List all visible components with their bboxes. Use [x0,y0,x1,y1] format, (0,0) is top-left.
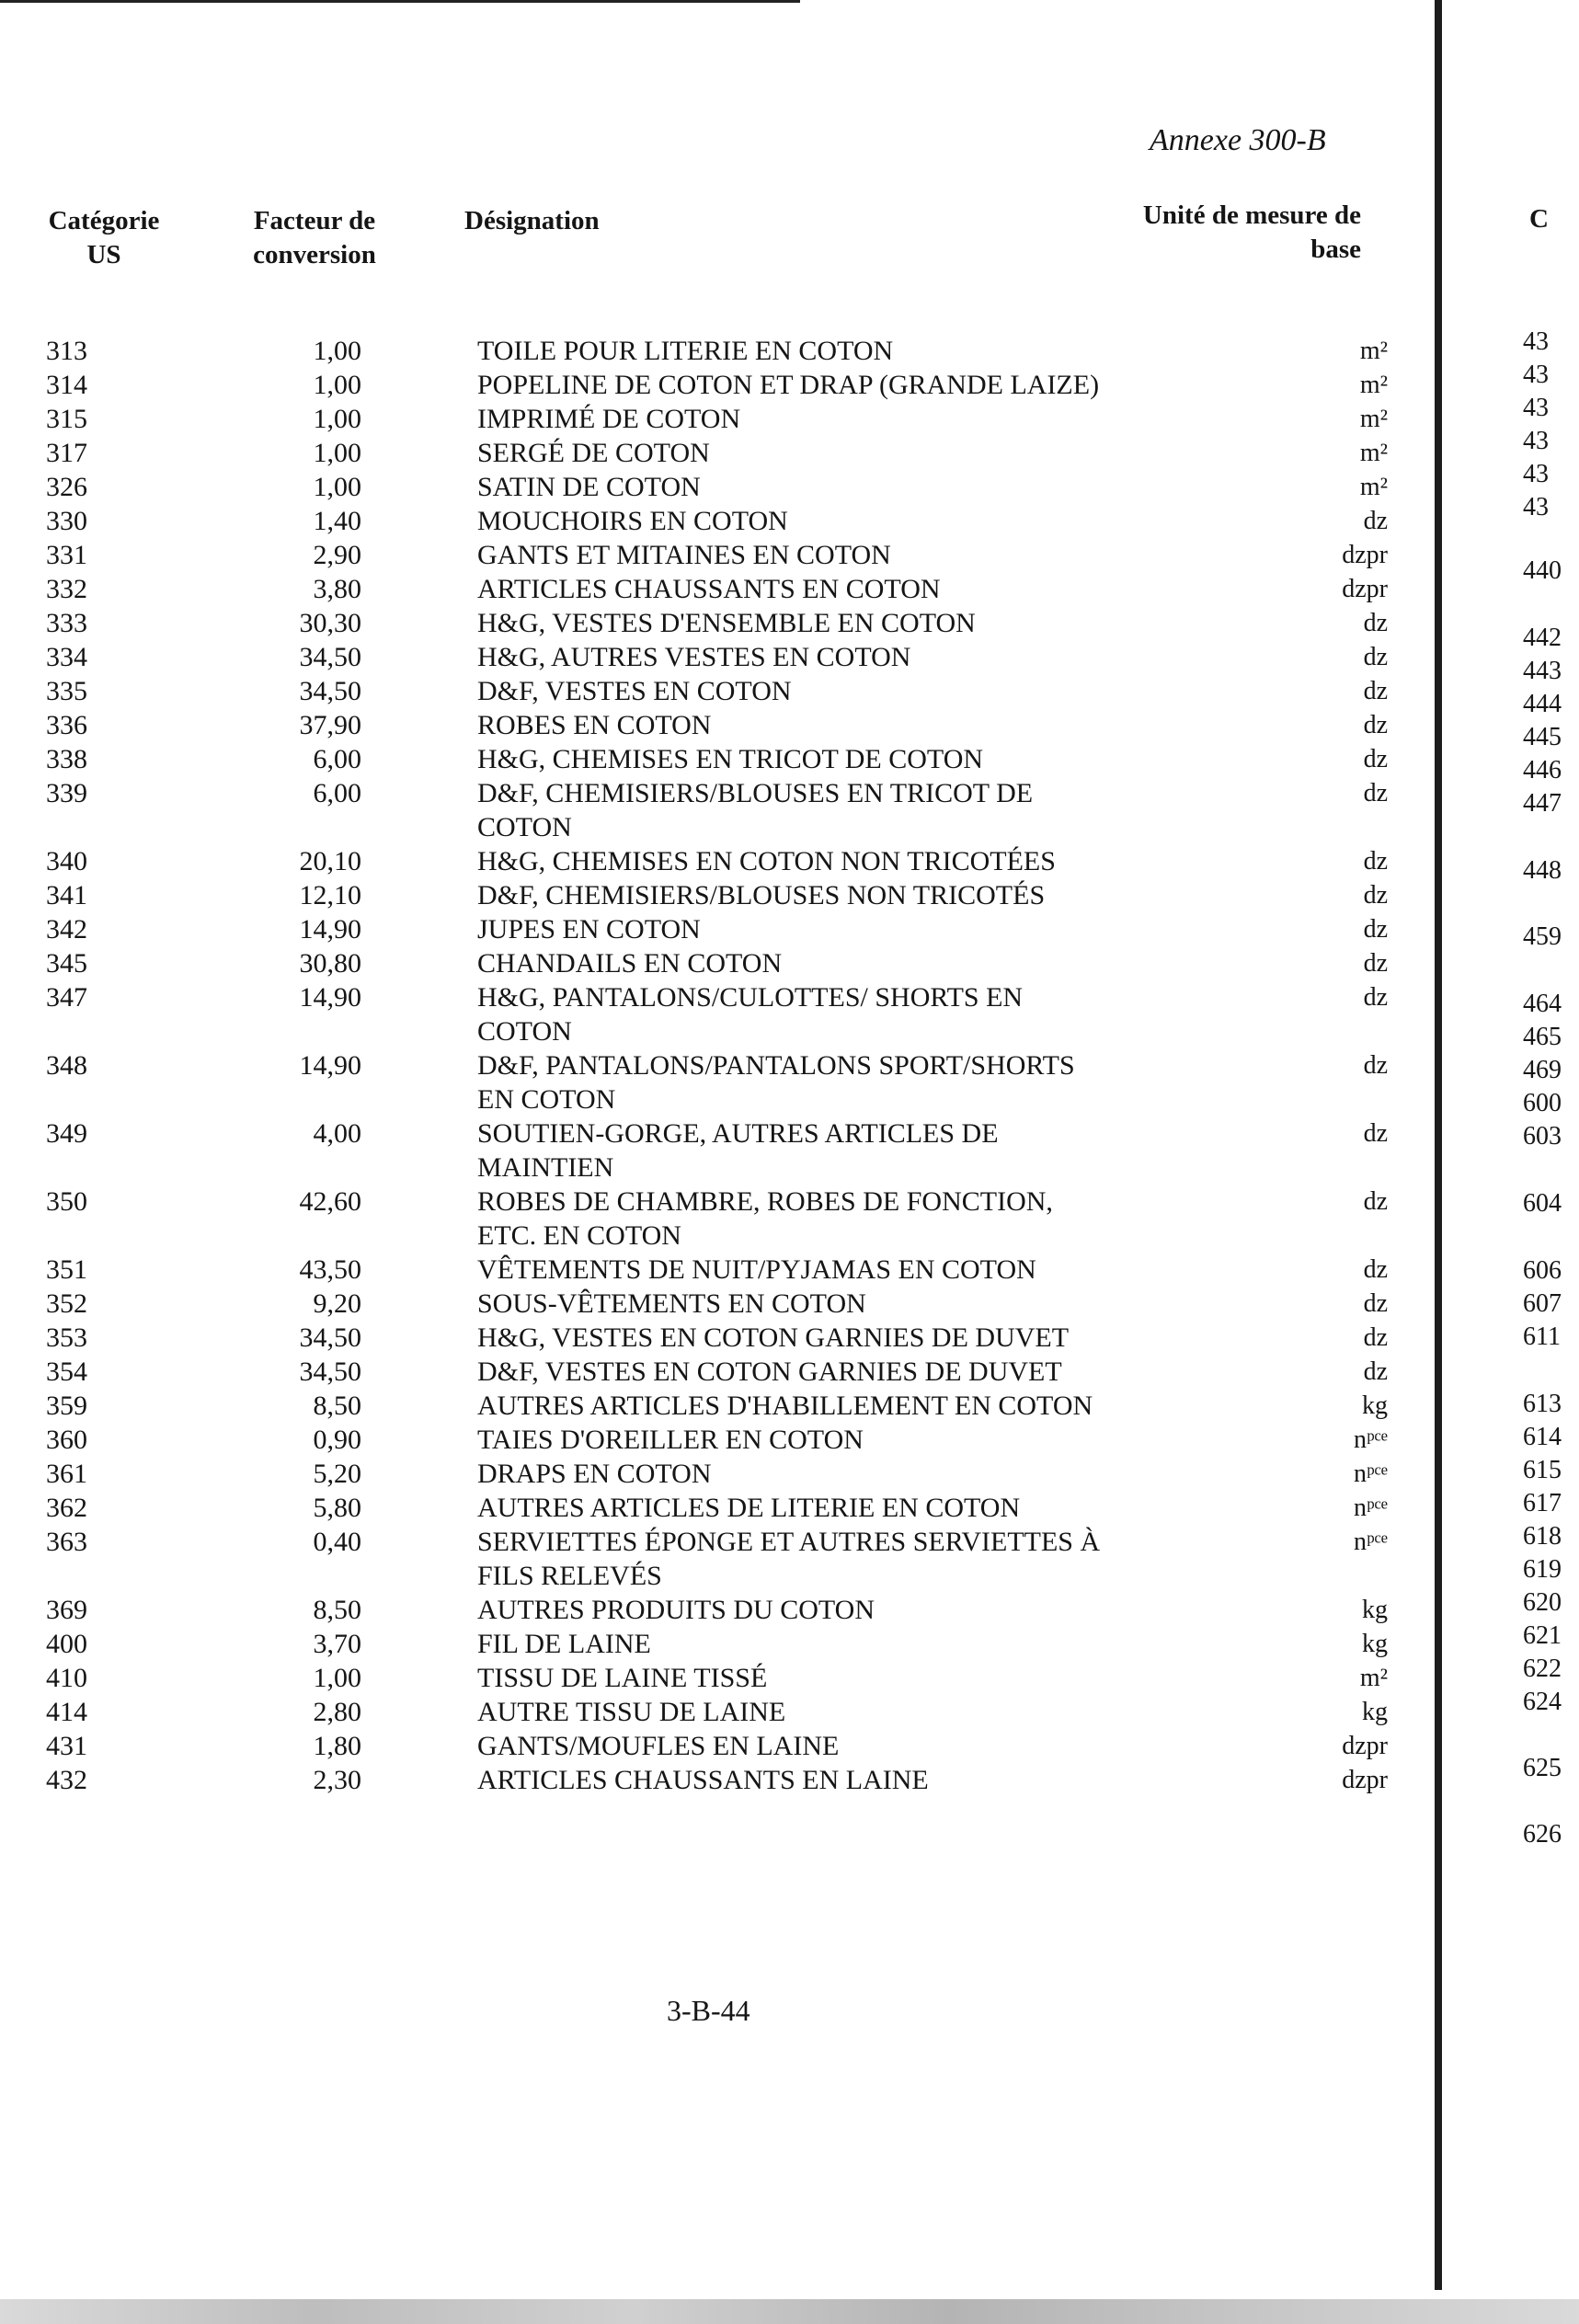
category-cell: 349 [46,1118,87,1149]
next-page-code: 603 [1523,1122,1562,1151]
table-row [0,776,1453,844]
next-page-code: 620 [1523,1588,1562,1617]
unit-cell: nᵖᶜᵉ [1353,1528,1388,1556]
unit-cell: dz [1363,677,1388,705]
category-cell: 326 [46,472,87,502]
factor-cell: 34,50 [299,642,361,672]
factor-cell: 42,60 [299,1186,361,1217]
table-row [0,606,1453,640]
table-row [0,1116,1453,1185]
unit-cell: dz [1363,847,1388,876]
unit-cell: kg [1362,1630,1388,1658]
category-cell: 352 [46,1288,87,1319]
page-number: 3-B-44 [667,1994,750,2027]
factor-cell: 43,50 [299,1254,361,1285]
next-page-code: 445 [1523,723,1562,751]
factor-cell: 20,10 [299,846,361,876]
next-page-code: 447 [1523,789,1562,818]
next-page-code: 440 [1523,556,1562,585]
factor-cell: 1,00 [313,1663,361,1693]
unit-cell: dz [1363,881,1388,910]
designation-cell: DRAPS EN COTON [477,1459,712,1489]
table-row [0,946,1453,980]
factor-cell: 0,40 [313,1527,361,1557]
factor-cell: 3,80 [313,574,361,604]
factor-cell: 37,90 [299,710,361,740]
table-row [0,1253,1453,1287]
factor-cell: 1,40 [313,506,361,536]
table-row [0,844,1453,878]
unit-cell: dz [1363,1051,1388,1080]
table-row [0,1695,1453,1729]
table-row [0,674,1453,708]
designation-cell: SOUTIEN-GORGE, AUTRES ARTICLES DE MAINTIEN [477,1118,999,1183]
designation-cell: H&G, PANTALONS/CULOTTES/ SHORTS EN COTON [477,982,1024,1047]
next-page-edge [1442,0,1579,2324]
designation-cell: IMPRIMÉ DE COTON [477,404,741,434]
next-page-code: 617 [1523,1489,1562,1517]
factor-cell: 14,90 [299,982,361,1013]
factor-cell: 6,00 [313,744,361,774]
page-binding [1435,0,1442,2290]
designation-cell: JUPES EN COTON [477,914,701,944]
unit-cell: m² [1359,371,1388,399]
factor-cell: 8,50 [313,1391,361,1421]
next-page-code: 600 [1523,1089,1562,1117]
unit-cell: m² [1359,1664,1388,1692]
factor-cell: 14,90 [299,914,361,944]
designation-cell: AUTRES PRODUITS DU COTON [477,1595,875,1625]
designation-cell: SATIN DE COTON [477,472,701,502]
category-cell: 431 [46,1731,87,1761]
designation-cell: TAIES D'OREILLER EN COTON [477,1425,864,1455]
factor-cell: 1,80 [313,1731,361,1761]
next-page-code: 626 [1523,1820,1562,1849]
next-page-code: 444 [1523,690,1562,718]
unit-cell: dz [1363,949,1388,978]
factor-cell: 2,90 [313,540,361,570]
factor-cell: 30,30 [299,608,361,638]
factor-cell: 6,00 [313,778,361,808]
factor-cell: 2,80 [313,1697,361,1727]
unit-cell: kg [1362,1596,1388,1624]
table-row [0,912,1453,946]
unit-cell: nᵖᶜᵉ [1353,1460,1388,1488]
designation-cell: CHANDAILS EN COTON [477,948,783,979]
unit-cell: m² [1359,473,1388,501]
unit-cell: m² [1359,439,1388,467]
category-cell: 361 [46,1459,87,1489]
category-cell: 359 [46,1391,87,1421]
factor-cell: 2,30 [313,1765,361,1795]
next-page-code: 459 [1523,922,1562,951]
table-row [0,538,1453,572]
header-factor: Facteur de conversion [253,206,376,269]
factor-cell: 4,00 [313,1118,361,1149]
category-cell: 336 [46,710,87,740]
next-page-code: 43 [1523,394,1549,422]
unit-cell: dzpr [1342,575,1388,603]
unit-cell: m² [1359,337,1388,365]
table-row [0,1321,1453,1355]
designation-cell: D&F, PANTALONS/PANTALONS SPORT/SHORTS EN COTON [477,1050,1075,1115]
factor-cell: 5,20 [313,1459,361,1489]
unit-cell: dz [1363,1323,1388,1352]
table-row [0,1287,1453,1321]
designation-cell: AUTRES ARTICLES DE LITERIE EN COTON [477,1493,1021,1523]
table-row [0,742,1453,776]
factor-cell: 5,80 [313,1493,361,1523]
category-cell: 342 [46,914,87,944]
category-cell: 414 [46,1697,87,1727]
factor-cell: 14,90 [299,1050,361,1081]
unit-cell: dz [1363,1357,1388,1386]
table-row [0,640,1453,674]
designation-cell: GANTS/MOUFLES EN LAINE [477,1731,840,1761]
category-cell: 351 [46,1254,87,1285]
table-row [0,368,1453,402]
next-page-code: 469 [1523,1056,1562,1084]
unit-cell: dz [1363,643,1388,671]
unit-cell: dz [1363,1187,1388,1216]
designation-cell: ARTICLES CHAUSSANTS EN LAINE [477,1765,929,1795]
designation-cell: VÊTEMENTS DE NUIT/PYJAMAS EN COTON [477,1254,1036,1285]
category-cell: 354 [46,1357,87,1387]
designation-cell: ROBES EN COTON [477,710,712,740]
next-page-code: 43 [1523,427,1549,455]
factor-cell: 1,00 [313,404,361,434]
designation-cell: MOUCHOIRS EN COTON [477,506,788,536]
category-cell: 334 [46,642,87,672]
next-page-code: 611 [1523,1322,1561,1351]
factor-cell: 12,10 [299,880,361,910]
table-row [0,1491,1453,1525]
unit-cell: dz [1363,745,1388,773]
unit-cell: dz [1363,983,1388,1012]
designation-cell: ARTICLES CHAUSSANTS EN COTON [477,574,941,604]
next-page-code: 622 [1523,1654,1562,1683]
top-rule [0,0,800,3]
designation-cell: D&F, VESTES EN COTON [477,676,792,706]
next-page-header: C [1529,204,1549,234]
table-row [0,334,1453,368]
category-cell: 333 [46,608,87,638]
table-row [0,1185,1453,1253]
table-row [0,1661,1453,1695]
category-cell: 369 [46,1595,87,1625]
category-cell: 340 [46,846,87,876]
category-cell: 338 [46,744,87,774]
factor-cell: 0,90 [313,1425,361,1455]
unit-cell: dzpr [1342,1732,1388,1760]
unit-cell: dz [1363,507,1388,535]
next-page-code: 43 [1523,327,1549,356]
factor-cell: 1,00 [313,472,361,502]
table-row [0,402,1453,436]
category-cell: 353 [46,1322,87,1353]
unit-cell: dz [1363,779,1388,807]
unit-cell: dz [1363,1119,1388,1148]
factor-cell: 8,50 [313,1595,361,1625]
table-row [0,436,1453,470]
designation-cell: SERGÉ DE COTON [477,438,710,468]
next-page-code: 43 [1523,493,1549,521]
next-page-code: 442 [1523,624,1562,652]
next-page-code: 465 [1523,1023,1562,1051]
category-cell: 347 [46,982,87,1013]
category-cell: 345 [46,948,87,979]
designation-cell: H&G, VESTES D'ENSEMBLE EN COTON [477,608,976,638]
category-cell: 331 [46,540,87,570]
category-cell: 362 [46,1493,87,1523]
designation-cell: AUTRE TISSU DE LAINE [477,1697,786,1727]
table-row [0,1423,1453,1457]
factor-cell: 3,70 [313,1629,361,1659]
designation-cell: FIL DE LAINE [477,1629,651,1659]
category-cell: 335 [46,676,87,706]
category-cell: 315 [46,404,87,434]
designation-cell: POPELINE DE COTON ET DRAP (GRANDE LAIZE) [477,370,1100,400]
factor-cell: 30,80 [299,948,361,979]
designation-cell: TISSU DE LAINE TISSÉ [477,1663,768,1693]
next-page-code: 604 [1523,1189,1562,1218]
category-cell: 432 [46,1765,87,1795]
category-cell: 410 [46,1663,87,1693]
table-row [0,1389,1453,1423]
unit-cell: dzpr [1342,1766,1388,1794]
designation-cell: H&G, VESTES EN COTON GARNIES DE DUVET [477,1322,1070,1353]
designation-cell: D&F, VESTES EN COTON GARNIES DE DUVET [477,1357,1062,1387]
factor-cell: 34,50 [299,1322,361,1353]
next-page-code: 606 [1523,1256,1562,1285]
next-page-code: 615 [1523,1456,1562,1484]
next-page-code: 614 [1523,1423,1562,1451]
unit-cell: dz [1363,609,1388,637]
category-cell: 350 [46,1186,87,1217]
next-page-code: 43 [1523,361,1549,389]
unit-cell: dzpr [1342,541,1388,569]
next-page-code: 624 [1523,1688,1562,1716]
unit-cell: kg [1362,1391,1388,1420]
next-page-code: 618 [1523,1522,1562,1551]
header-designation: Désignation [464,206,600,235]
table-row [0,1593,1453,1627]
table-row [0,878,1453,912]
table-row [0,504,1453,538]
next-page-code: 607 [1523,1289,1562,1318]
designation-cell: H&G, CHEMISES EN COTON NON TRICOTÉES [477,846,1056,876]
table-row [0,708,1453,742]
header-unit: Unité de mesure de base [1142,200,1361,264]
factor-cell: 34,50 [299,1357,361,1387]
table-row [0,1729,1453,1763]
next-page-code: 619 [1523,1555,1562,1584]
table-row [0,980,1453,1048]
factor-cell: 1,00 [313,370,361,400]
table-row [0,1763,1453,1797]
category-table [0,334,1453,1797]
category-cell: 314 [46,370,87,400]
unit-cell: dz [1363,1289,1388,1318]
factor-cell: 9,20 [313,1288,361,1319]
category-cell: 330 [46,506,87,536]
unit-cell: nᵖᶜᵉ [1353,1425,1388,1454]
designation-cell: TOILE POUR LITERIE EN COTON [477,336,894,366]
category-cell: 400 [46,1629,87,1659]
category-cell: 317 [46,438,87,468]
unit-cell: dz [1363,915,1388,944]
designation-cell: SOUS-VÊTEMENTS EN COTON [477,1288,866,1319]
category-cell: 339 [46,778,87,808]
factor-cell: 1,00 [313,336,361,366]
designation-cell: GANTS ET MITAINES EN COTON [477,540,891,570]
unit-cell: m² [1359,405,1388,433]
next-page-code: 613 [1523,1390,1562,1418]
table-row [0,470,1453,504]
next-page-code: 443 [1523,657,1562,685]
factor-cell: 1,00 [313,438,361,468]
header-category: Catégorie US [48,206,160,269]
unit-cell: kg [1362,1698,1388,1726]
table-row [0,1048,1453,1116]
table-row [0,1355,1453,1389]
table-row [0,1525,1453,1593]
next-page-code: 621 [1523,1621,1562,1650]
designation-cell: ROBES DE CHAMBRE, ROBES DE FONCTION, ETC. EN COTON [477,1186,1053,1251]
designation-cell: AUTRES ARTICLES D'HABILLEMENT EN COTON [477,1391,1093,1421]
next-page-code: 446 [1523,756,1562,784]
category-cell: 313 [46,336,87,366]
annex-title: Annexe 300-B [1150,123,1326,157]
category-cell: 348 [46,1050,87,1081]
designation-cell: SERVIETTES ÉPONGE ET AUTRES SERVIETTES À FILS RELEVÉS [477,1527,1101,1591]
unit-cell: dz [1363,1255,1388,1284]
category-cell: 360 [46,1425,87,1455]
next-page-code: 464 [1523,990,1562,1018]
category-cell: 341 [46,880,87,910]
designation-cell: H&G, AUTRES VESTES EN COTON [477,642,911,672]
next-page-code: 625 [1523,1754,1562,1782]
category-cell: 332 [46,574,87,604]
next-page-code: 448 [1523,856,1562,885]
designation-cell: H&G, CHEMISES EN TRICOT DE COTON [477,744,984,774]
unit-cell: dz [1363,711,1388,739]
table-row [0,1457,1453,1491]
factor-cell: 34,50 [299,676,361,706]
table-row [0,572,1453,606]
category-cell: 363 [46,1527,87,1557]
scan-edge [0,2299,1579,2324]
unit-cell: nᵖᶜᵉ [1353,1494,1388,1522]
table-row [0,1627,1453,1661]
designation-cell: D&F, CHEMISIERS/BLOUSES NON TRICOTÉS [477,880,1046,910]
next-page-code: 43 [1523,460,1549,488]
designation-cell: D&F, CHEMISIERS/BLOUSES EN TRICOT DE COTON [477,778,1034,842]
